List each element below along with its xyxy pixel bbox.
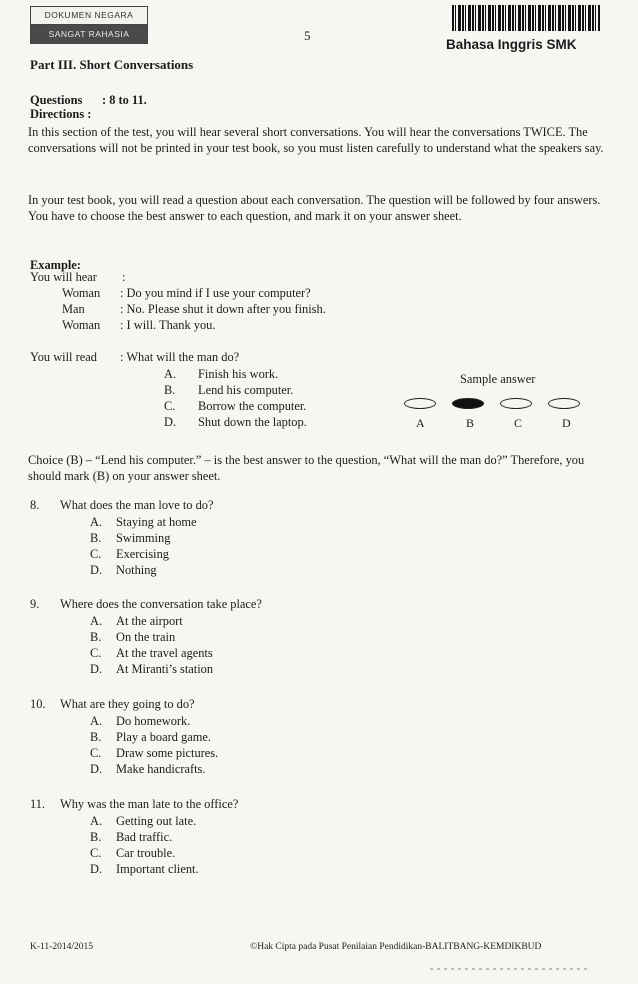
option-letter: A. <box>90 515 103 529</box>
option-text: Draw some pictures. <box>116 746 219 760</box>
example-title: Example: <box>30 258 81 272</box>
hear-colon: : <box>122 270 126 284</box>
footer-code: K-11-2014/2015 <box>30 942 93 952</box>
example-option-letter: D. <box>164 415 177 429</box>
subject-title: Bahasa Inggris SMK <box>446 37 577 52</box>
question-text: What does the man love to do? <box>60 498 214 512</box>
option-letter: C. <box>90 746 102 760</box>
dialogue-line: : No. Please shut it down after you finish. <box>120 302 326 316</box>
option-letter: B. <box>90 531 102 545</box>
option-text: Exercising <box>116 547 169 561</box>
bubble-label: A <box>416 416 425 430</box>
directions-label: Directions : <box>30 107 92 121</box>
directions-paragraph-1: In this section of the test, you will hear several short conversations. You will hear the conversations TWICE. The conversations will not be printed in your test book, so you must listen carefully to understand what the speakers say. <box>28 125 604 155</box>
questions-range: : 8 to 11. <box>102 93 147 107</box>
dialogue-speaker: Woman <box>62 286 101 300</box>
option-text: Important client. <box>116 862 199 876</box>
option-letter: D. <box>90 862 103 876</box>
option-letter: D. <box>90 563 103 577</box>
answer-bubble-d <box>548 398 580 409</box>
dialogue-line: : Do you mind if I use your computer? <box>120 286 311 300</box>
question-text: Where does the conversation take place? <box>60 597 262 611</box>
barcode-icon <box>452 5 600 31</box>
answer-bubble-a <box>404 398 436 409</box>
option-text: At Miranti’s station <box>116 662 214 676</box>
question-text: Why was the man late to the office? <box>60 797 239 811</box>
example-explanation: Choice (B) – “Lend his computer.” – is the best answer to the question, “What will the man do?” Therefore, you should mark (B) on your answer sheet. <box>28 453 585 483</box>
part-title: Part III. Short Conversations <box>30 57 194 72</box>
question-number: 10. <box>30 697 46 711</box>
scan-speckle <box>430 968 590 970</box>
answer-bubble-b <box>452 398 484 409</box>
example-option-letter: A. <box>164 367 177 381</box>
example-option-letter: B. <box>164 383 176 397</box>
example-option-text: Borrow the computer. <box>198 399 307 413</box>
answer-bubble-c <box>500 398 532 409</box>
option-text: Make handicrafts. <box>116 762 206 776</box>
sample-answer-label: Sample answer <box>460 372 536 386</box>
option-letter: B. <box>90 730 102 744</box>
questions-label: Questions <box>30 93 83 107</box>
page-number: 5 <box>304 28 311 43</box>
example-option-letter: C. <box>164 399 176 413</box>
hear-label: You will hear <box>30 270 97 284</box>
option-text: Car trouble. <box>116 846 176 860</box>
option-letter: A. <box>90 714 103 728</box>
option-letter: A. <box>90 814 103 828</box>
option-letter: D. <box>90 762 103 776</box>
dialogue-line: : I will. Thank you. <box>120 318 216 332</box>
option-text: Getting out late. <box>116 814 197 828</box>
example-option-text: Shut down the laptop. <box>198 415 307 429</box>
stamp-top-text: DOKUMEN NEGARA <box>31 7 147 25</box>
option-letter: C. <box>90 646 102 660</box>
option-text: At the airport <box>116 614 183 628</box>
option-text: Nothing <box>116 563 157 577</box>
bubble-label: B <box>466 416 475 430</box>
question-number: 9. <box>30 597 40 611</box>
bubble-label: C <box>514 416 523 430</box>
option-text: Swimming <box>116 531 171 545</box>
option-letter: B. <box>90 630 102 644</box>
read-label: You will read <box>30 350 97 364</box>
option-letter: C. <box>90 547 102 561</box>
bubble-label: D <box>562 416 571 430</box>
question-number: 11. <box>30 797 46 811</box>
example-option-text: Lend his computer. <box>198 383 294 397</box>
option-text: At the travel agents <box>116 646 213 660</box>
option-text: Do homework. <box>116 714 191 728</box>
dialogue-speaker: Woman <box>62 318 101 332</box>
option-text: On the train <box>116 630 176 644</box>
dialogue-speaker: Man <box>62 302 85 316</box>
footer-copyright: ©Hak Cipta pada Pusat Penilaian Pendidikan-BALITBANG-KEMDIKBUD <box>250 942 542 952</box>
question-number: 8. <box>30 498 40 512</box>
example-option-text: Finish his work. <box>198 367 279 381</box>
option-letter: D. <box>90 662 103 676</box>
document-stamp <box>30 6 148 44</box>
option-letter: A. <box>90 614 103 628</box>
option-letter: B. <box>90 830 102 844</box>
option-letter: C. <box>90 846 102 860</box>
question-text: What are they going to do? <box>60 697 195 711</box>
directions-paragraph-2: In your test book, you will read a question about each conversation. The question will be followed by four answers. You have to choose the best answer to each question, and mark it on your answer sheet. <box>28 193 601 223</box>
option-text: Staying at home <box>116 515 197 529</box>
option-text: Bad traffic. <box>116 830 173 844</box>
stamp-bottom-text: SANGAT RAHASIA <box>31 25 147 43</box>
option-text: Play a board game. <box>116 730 211 744</box>
read-question: : What will the man do? <box>120 350 240 364</box>
